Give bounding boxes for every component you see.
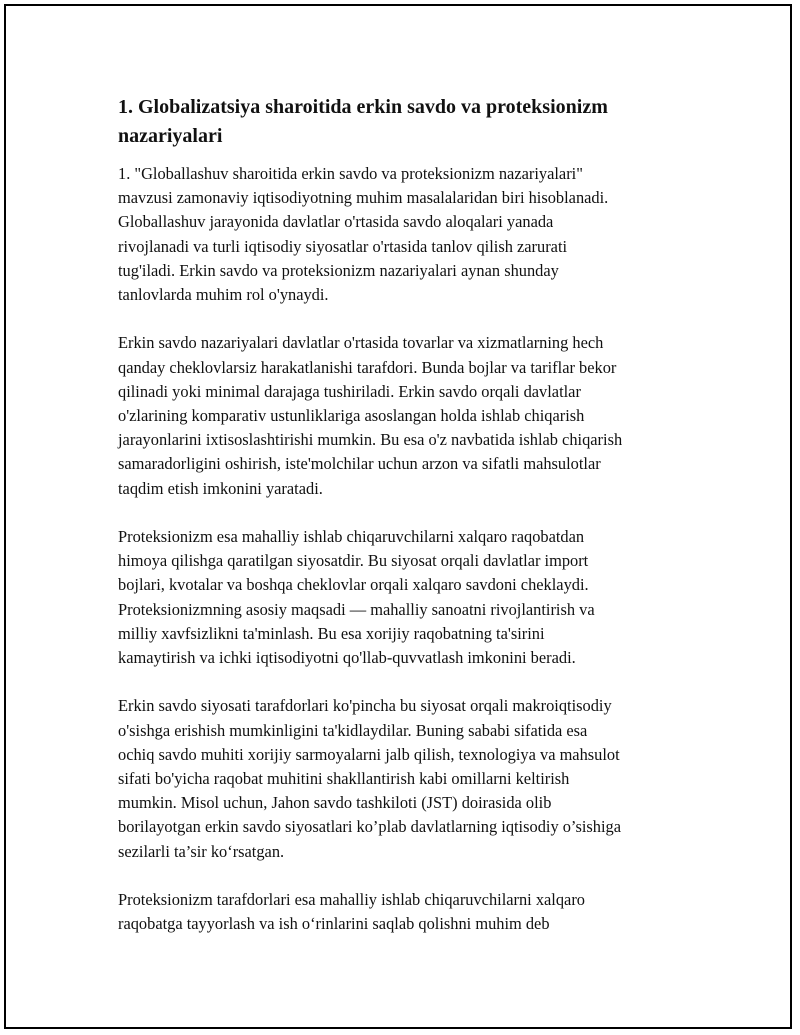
section-title: 1. Globalizatsiya sharoitida erkin savdo va proteksionizm nazariyalari bbox=[118, 96, 608, 147]
paragraph-1: 1. "Globallashuv sharoitida erkin savdo va proteksionizm nazariyalari" mavzusi zamonaviy iqtisodiyotning muhim masalalaridan biri hisoblanadi. Globallashuv jarayonida davlatlar o'rtasida savdo aloqalari yanada rivojlanadi va turli iqtisodiy siyosatlar o'rtasida tanlov qilish zarurati tug'iladi. Erkin savdo va proteksionizm nazariyalari aynan shunday tanlovlarda muhim rol o'ynaydi. bbox=[118, 164, 609, 305]
paragraph-2: Erkin savdo nazariyalari davlatlar o'rtasida tovarlar va xizmatlarning hech qanday cheklovlarsiz harakatlanishi tarafdori. Bunda bojlar va tariflar bekor qilinadi yoki minimal darajaga tushiriladi. Erkin savdo orqali davlatlar o'zlarining komparativ ustunliklariga asoslangan holda ishlab chiqarish jarayonlarini ixtisoslashtirishi mumkin. Bu esa o'z navbatida ishlab chiqarish samaradorligini oshirish, iste'molchilar uchun arzon va sifatli mahsulotlar taqdim etish imkonini yaratadi. bbox=[118, 333, 623, 498]
paragraph-4: Erkin savdo siyosati tarafdorlari ko'pincha bu siyosat orqali makroiqtisodiy o'sishga erishish mumkinligini ta'kidlaydilar. Buning sababi sifatida esa ochiq savdo muhiti xorijiy sarmoyalarni jalb qilish, texnologiya va mahsulot sifati bo'yicha raqobat muhitini shakllantirish kabi omillarni keltirish mumkin. Misol uchun, Jahon savdo tashkiloti (JST) doirasida olib borilayotgan erkin savdo siyosatlari ko’plab davlatlarning iqtisodiy o’sishiga sezilarli ta’sir ko‘rsatgan. bbox=[118, 696, 622, 861]
document-body bbox=[118, 93, 698, 961]
paragraph-5: Proteksionizm tarafdorlari esa mahalliy ishlab chiqaruvchilarni xalqaro raqobatga tayyorlash va ish o‘rinlarini saqlab qolishni muhim deb bbox=[118, 890, 585, 934]
paragraph-3: Proteksionizm esa mahalliy ishlab chiqaruvchilarni xalqaro raqobatdan himoya qilishga qaratilgan siyosatdir. Bu siyosat orqali davlatlar import bojlari, kvotalar va boshqa cheklovlar orqali xalqaro savdoni cheklaydi. Proteksionizmning asosiy maqsadi — mahalliy sanoatni rivojlantirish va milliy xavfsizlikni ta'minlash. Bu esa xorijiy raqobatning ta'sirini kamaytirish va ichki iqtisodiyotni qo'llab-quvvatlash imkonini beradi. bbox=[118, 527, 595, 668]
